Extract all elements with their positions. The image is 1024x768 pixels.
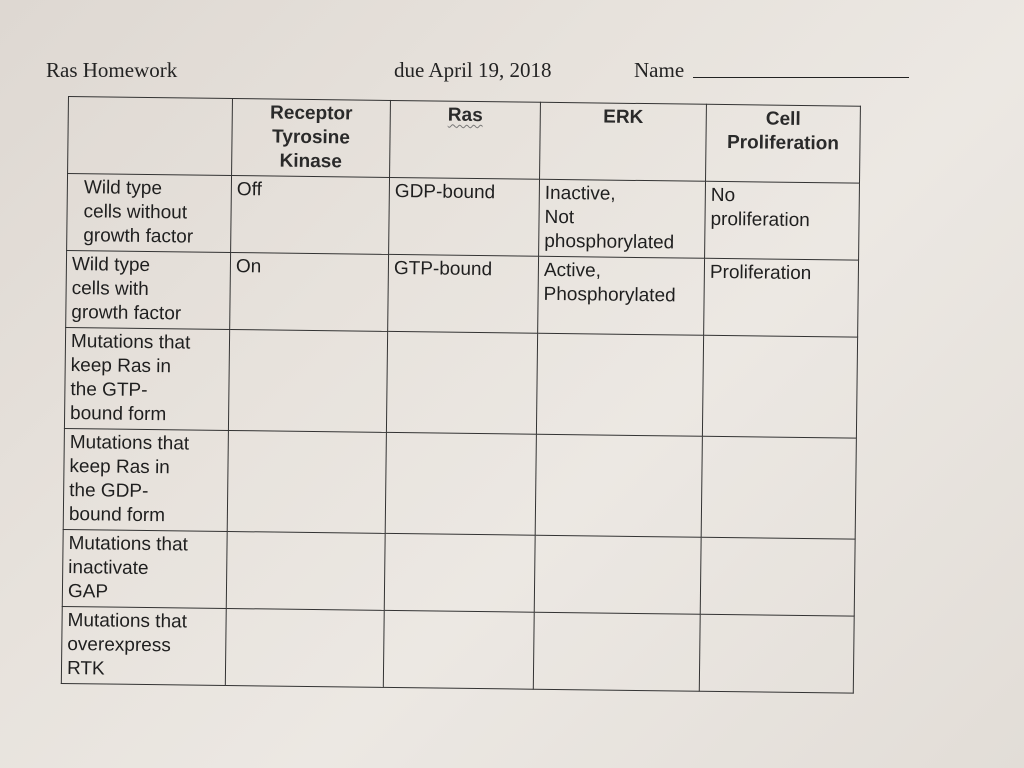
column-header-erk: ERK (540, 102, 707, 181)
cell-proliferation[interactable] (700, 537, 855, 616)
cell-proliferation[interactable] (702, 335, 857, 438)
row-label: Wild type cells with growth factor (66, 250, 231, 329)
cell-ras[interactable] (384, 533, 535, 612)
cell-ras[interactable] (386, 331, 537, 434)
column-header-ras (390, 100, 541, 179)
column-header-proliferation: Cell Proliferation (706, 104, 861, 183)
row-label: Mutations that overexpress RTK (61, 606, 226, 685)
cell-ras[interactable]: GDP-bound (389, 177, 540, 256)
column-header-blank (68, 97, 233, 176)
cell-erk[interactable] (535, 434, 702, 537)
homework-title: Ras Homework (46, 58, 178, 82)
due-date: due April 19, 2018 (394, 58, 552, 82)
cell-rtk[interactable] (226, 531, 385, 610)
name-blank-line[interactable] (693, 77, 909, 78)
column-header-rtk: Receptor Tyrosine Kinase (232, 99, 391, 178)
ras-table (61, 96, 861, 694)
cell-erk[interactable]: Active, Phosphorylated (538, 256, 705, 335)
name-label: Name (634, 58, 685, 82)
cell-rtk[interactable]: Off (231, 176, 390, 255)
cell-erk[interactable] (533, 612, 700, 691)
cell-ras[interactable] (383, 610, 534, 689)
table-row (61, 606, 854, 693)
cell-proliferation[interactable]: Proliferation (704, 258, 859, 337)
row-label: Wild type cells without growth factor (67, 174, 232, 253)
table-row (66, 250, 859, 337)
row-label: Mutations that inactivate GAP (62, 529, 227, 608)
cell-proliferation[interactable]: No proliferation (705, 181, 860, 260)
table-header-row (68, 97, 861, 184)
table-row (62, 529, 855, 616)
cell-rtk[interactable] (225, 608, 384, 687)
cell-rtk[interactable] (227, 430, 386, 533)
row-label: Mutations that keep Ras in the GTP- bound form (64, 327, 229, 430)
cell-erk[interactable] (534, 535, 701, 614)
table-row (64, 327, 857, 438)
table-row (67, 174, 860, 261)
column-header-ras-text: Ras (447, 104, 483, 127)
cell-rtk[interactable] (228, 329, 387, 432)
cell-ras[interactable] (385, 432, 536, 535)
table-row (63, 428, 856, 539)
cell-proliferation[interactable] (699, 614, 854, 693)
cell-erk[interactable]: Inactive, Not phosphorylated (539, 179, 706, 258)
cell-rtk[interactable]: On (230, 252, 389, 331)
cell-ras[interactable]: GTP-bound (388, 254, 539, 333)
row-label: Mutations that keep Ras in the GDP- bound form (63, 428, 228, 531)
cell-proliferation[interactable] (701, 436, 856, 539)
cell-erk[interactable] (536, 333, 703, 436)
ras-table-wrapper (61, 96, 861, 694)
